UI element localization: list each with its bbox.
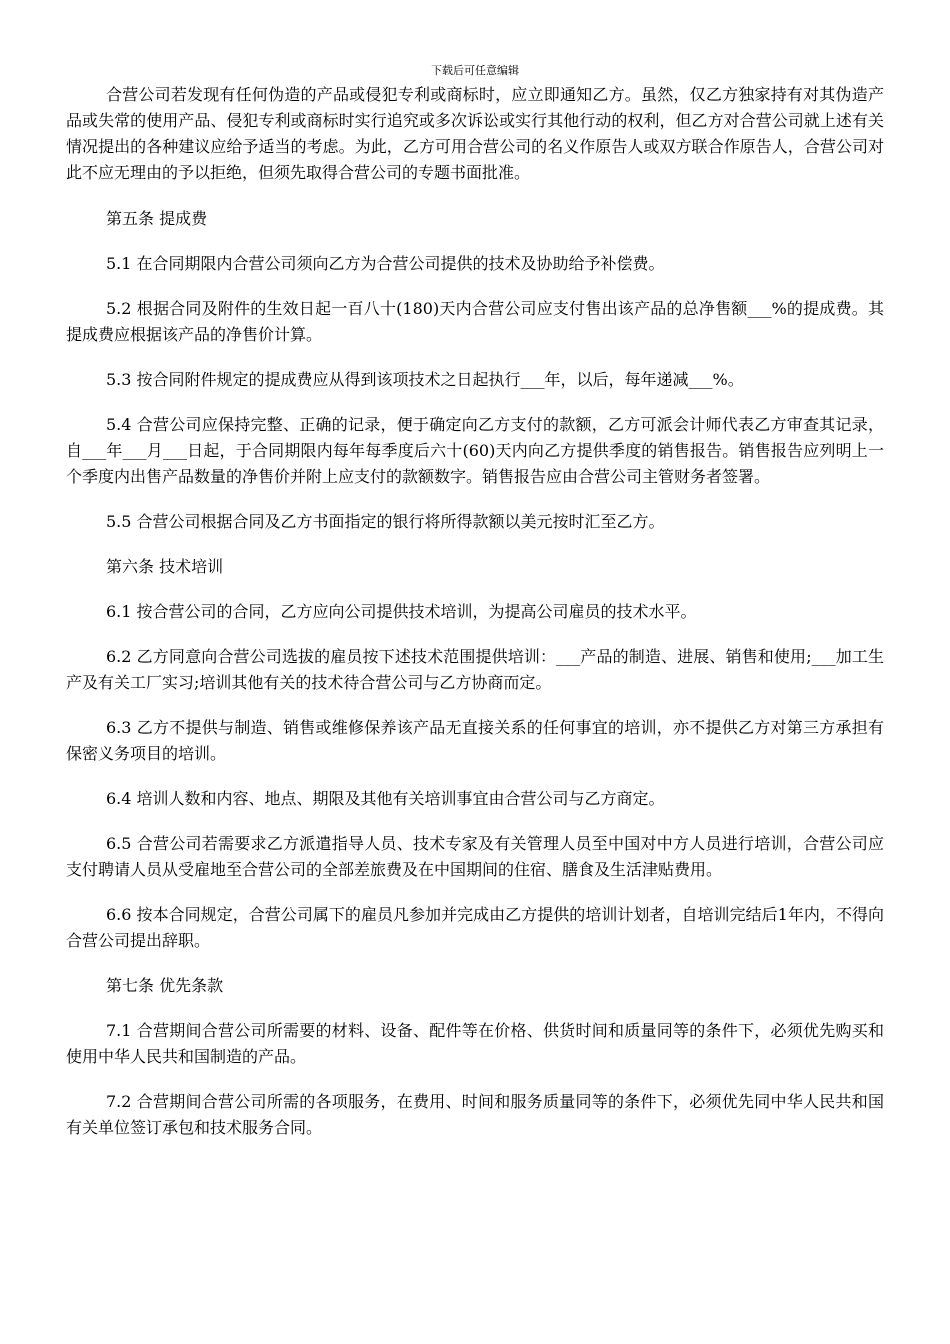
article-5-heading: 第五条 提成费 — [106, 209, 208, 228]
clause-5-2: 5.2 根据合同及附件的生效日起一百八十(180)天内合营公司应支付售出该产品的总净售额___%的提成费。其提成费应根据该产品的净售价计算。 — [66, 299, 884, 344]
paragraph-intro: 合营公司若发现有任何伪造的产品或侵犯专利或商标时，应立即通知乙方。虽然，仅乙方独家持有对其伪造产品或失常的使用产品、侵犯专利或商标时实行追究或多次诉讼或实行其他行动的权利，但乙方对合营公司就上述有关情况提出的各种建议应给予适当的考虑。为此，乙方可用合营公司的名义作原告人或双方联合作原告人，合营公司对此不应无理由的予以拒绝，但须先取得合营公司的专题书面批准。 — [66, 85, 884, 182]
clause-6-3: 6.3 乙方不提供与制造、销售或维修保养该产品无直接关系的任何事宜的培训，亦不提供乙方对第三方承担有保密义务项目的培训。 — [66, 718, 884, 763]
clause-6-4: 6.4 培训人数和内容、地点、期限及其他有关培训事宜由合营公司与乙方商定。 — [106, 789, 665, 808]
clause-7-2: 7.2 合营期间合营公司所需的各项服务，在费用、时间和服务质量同等的条件下，必须优先同中华人民共和国有关单位签订承包和技术服务合同。 — [66, 1092, 884, 1137]
page-header: 下载后可任意编辑 — [431, 64, 519, 77]
article-7-heading: 第七条 优先条款 — [106, 976, 224, 995]
clause-6-1: 6.1 按合营公司的合同，乙方应向公司提供技术培训，为提高公司雇员的技术水平。 — [106, 602, 697, 621]
clause-5-4: 5.4 合营公司应保持完整、正确的记录，便于确定向乙方支付的款额，乙方可派会计师代表乙方审查其记录，自___年___月___日起，于合同期限内每年每季度后六十(60)天内向乙方提供季度的销售报告。销售报告应列明上一个季度内出售产品数量的净售价并附上应支付的款额数字。销售报告应由合营公司主管财务者签署。 — [66, 415, 884, 486]
clause-5-5: 5.5 合营公司根据合同及乙方书面指定的银行将所得款额以美元按时汇至乙方。 — [106, 512, 665, 531]
article-6-heading: 第六条 技术培训 — [106, 557, 224, 576]
document-body — [66, 82, 884, 1160]
clause-6-6: 6.6 按本合同规定，合营公司属下的雇员凡参加并完成由乙方提供的培训计划者，自培训完结后1年内，不得向合营公司提出辞职。 — [66, 905, 884, 950]
clause-6-5: 6.5 合营公司若需要求乙方派遣指导人员、技术专家及有关管理人员至中国对中方人员进行培训，合营公司应支付聘请人员从受雇地至合营公司的全部差旅费及在中国期间的住宿、膳食及生活津贴费用。 — [66, 834, 884, 879]
clause-5-3: 5.3 按合同附件规定的提成费应从得到该项技术之日起执行___年，以后，每年递减___%。 — [106, 370, 744, 389]
clause-6-2: 6.2 乙方同意向合营公司选拔的雇员按下述技术范围提供培训：___产品的制造、进展、销售和使用;___加工生产及有关工厂实习;培训其他有关的技术待合营公司与乙方协商而定。 — [66, 647, 884, 692]
clause-5-1: 5.1 在合同期限内合营公司须向乙方为合营公司提供的技术及协助给予补偿费。 — [106, 254, 665, 273]
clause-7-1: 7.1 合营期间合营公司所需要的材料、设备、配件等在价格、供货时间和质量同等的条件下，必须优先购买和使用中华人民共和国制造的产品。 — [66, 1021, 884, 1066]
